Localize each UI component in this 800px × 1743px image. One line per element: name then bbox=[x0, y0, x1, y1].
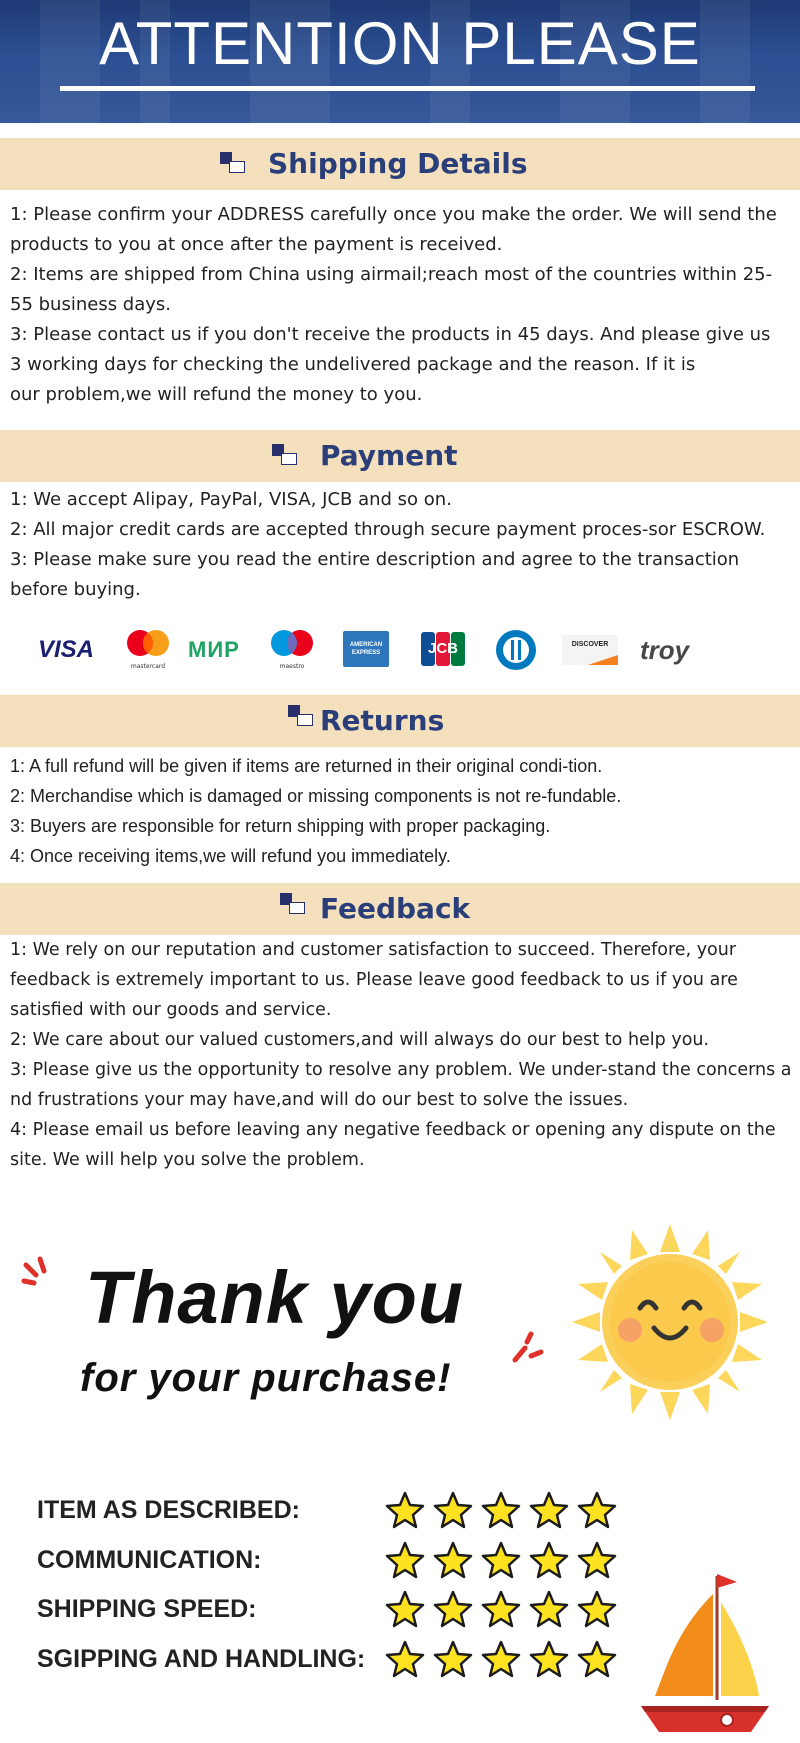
text-line: site. We will help you solve the problem. bbox=[10, 1150, 365, 1170]
smiling-sun-icon bbox=[570, 1222, 770, 1422]
thank-you-heading: Thank you bbox=[85, 1256, 465, 1339]
star-icon bbox=[577, 1589, 617, 1629]
text-line: 3: Please give us the opportunity to resolve any problem. We under-stand the concerns a bbox=[10, 1060, 792, 1080]
star-icon bbox=[481, 1639, 521, 1679]
star-icon bbox=[385, 1490, 425, 1530]
text-line: 4: Once receiving items,we will refund you immediately. bbox=[10, 846, 451, 866]
text-line: 2: We care about our valued customers,and will always do our best to help you. bbox=[10, 1030, 710, 1050]
text-line: before buying. bbox=[10, 579, 141, 600]
rating-label: SHIPPING SPEED: bbox=[37, 1595, 257, 1623]
maestro-logo: maestro bbox=[262, 625, 322, 675]
thank-you-subheading: for your purchase! bbox=[80, 1356, 452, 1400]
star-icon bbox=[481, 1540, 521, 1580]
star-icon bbox=[529, 1589, 569, 1629]
text-line: 1: We accept Alipay, PayPal, VISA, JCB and so on. bbox=[10, 489, 452, 510]
returns-title: Returns bbox=[320, 704, 445, 737]
star-icon bbox=[577, 1639, 617, 1679]
text-line: 3: Buyers are responsible for return shipping with proper packaging. bbox=[10, 816, 551, 836]
star-icon bbox=[385, 1540, 425, 1580]
diners-club-logo bbox=[495, 629, 537, 671]
text-line: 3 working days for checking the undelivered package and the reason. If it is bbox=[10, 354, 696, 375]
star-icon bbox=[529, 1639, 569, 1679]
feedback-title: Feedback bbox=[320, 892, 471, 925]
text-line: 2: Merchandise which is damaged or missing components is not re-fundable. bbox=[10, 786, 622, 806]
text-line: 1: A full refund will be given if items are returned in their original condi-tion. bbox=[10, 756, 603, 776]
text-line: 3: Please contact us if you don't receive the products in 45 days. And please give us bbox=[10, 324, 771, 345]
text-line: 1: Please confirm your ADDRESS carefully once you make the order. We will send the bbox=[10, 204, 777, 225]
squares-icon bbox=[280, 893, 310, 915]
payment-title: Payment bbox=[320, 439, 458, 472]
squares-icon bbox=[272, 444, 302, 466]
rating-label: SGIPPING AND HANDLING: bbox=[37, 1645, 366, 1673]
star-icon bbox=[577, 1490, 617, 1530]
visa-logo: VISA bbox=[38, 636, 95, 663]
text-line: 2: Items are shipped from China using airmail;reach most of the countries within 25- bbox=[10, 264, 773, 285]
payment-section-header bbox=[0, 430, 800, 482]
text-line: our problem,we will refund the money to you. bbox=[10, 384, 423, 405]
star-icon bbox=[385, 1639, 425, 1679]
rating-stars bbox=[385, 1540, 625, 1580]
shipping-title: Shipping Details bbox=[268, 147, 528, 180]
rating-stars bbox=[385, 1589, 625, 1629]
attention-banner bbox=[0, 0, 800, 123]
star-icon bbox=[433, 1540, 473, 1580]
star-icon bbox=[433, 1490, 473, 1530]
star-icon bbox=[577, 1540, 617, 1580]
returns-text bbox=[10, 751, 795, 871]
sparkle-icon bbox=[20, 1255, 64, 1295]
rating-stars bbox=[385, 1639, 625, 1679]
amex-logo: AMERICAN EXPRESS bbox=[343, 631, 389, 667]
squares-icon bbox=[288, 705, 318, 727]
text-line: satisfied with our goods and service. bbox=[10, 1000, 332, 1020]
text-line: nd frustrations your may have,and will do our best to solve the issues. bbox=[10, 1090, 629, 1110]
troy-logo: troy bbox=[640, 635, 690, 665]
text-line: 3: Please make sure you read the entire description and agree to the transaction bbox=[10, 549, 740, 570]
star-icon bbox=[433, 1589, 473, 1629]
sailboat-icon bbox=[635, 1572, 775, 1737]
star-icon bbox=[385, 1589, 425, 1629]
payment-logos bbox=[30, 625, 770, 675]
returns-section-header bbox=[0, 695, 800, 747]
star-icon bbox=[529, 1540, 569, 1580]
shipping-text bbox=[10, 200, 795, 410]
banner-title: ATTENTION PLEASE bbox=[99, 10, 701, 77]
text-line: feedback is extremely important to us. Please leave good feedback to us if you are bbox=[10, 970, 738, 990]
jcb-logo: JCB bbox=[420, 631, 466, 667]
text-line: 2: All major credit cards are accepted through secure payment proces-sor ESCROW. bbox=[10, 519, 766, 540]
discover-logo: DISCOVER bbox=[562, 635, 618, 665]
feedback-text bbox=[10, 935, 795, 1175]
star-icon bbox=[481, 1490, 521, 1530]
text-line: 4: Please email us before leaving any negative feedback or opening any dispute on the bbox=[10, 1120, 776, 1140]
rating-label: COMMUNICATION: bbox=[37, 1546, 262, 1574]
text-line: products to you at once after the payment is received. bbox=[10, 234, 503, 255]
rating-stars bbox=[385, 1490, 625, 1530]
banner-underline bbox=[60, 86, 755, 91]
rating-label: ITEM AS DESCRIBED: bbox=[37, 1496, 300, 1524]
squares-icon bbox=[220, 152, 250, 174]
star-icon bbox=[529, 1490, 569, 1530]
text-line: 1: We rely on our reputation and customer satisfaction to succeed. Therefore, your bbox=[10, 940, 737, 960]
mastercard-logo: mastercard bbox=[118, 625, 178, 675]
sparkle-icon bbox=[505, 1330, 551, 1374]
star-icon bbox=[481, 1589, 521, 1629]
shipping-section-header bbox=[0, 138, 800, 190]
payment-text bbox=[10, 485, 795, 605]
mir-logo: МИР bbox=[188, 637, 240, 662]
text-line: 55 business days. bbox=[10, 294, 172, 315]
feedback-section-header bbox=[0, 883, 800, 935]
star-icon bbox=[433, 1639, 473, 1679]
